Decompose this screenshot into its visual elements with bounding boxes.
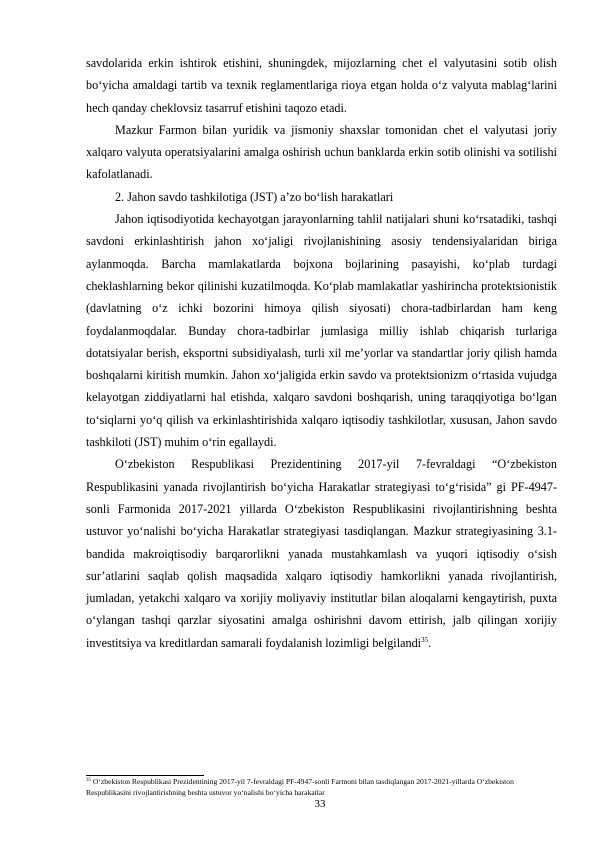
paragraph-strategy: O‘zbekiston Respublikasi Prezidentining 2017-yil 7-fevraldagi “O‘zbekiston Respublikasini yanada rivojlantirish bo‘yicha Harakatlar strategiyasi to‘g‘risida” gi PF-4947-sonli Farmonida 2017-2021 yillarda O‘zbekiston Respublikasini rivojlantirishning beshta ustuvor yo‘nalishi bo‘yicha Harakatlar strategiyasi tasdiqlangan. Mazkur strategiyasining 3.1-bandida makroiqtisodiy barqarorlikni yanada mustahkamlash va yuqori iqtisodiy o‘sish sur’atlarini saqlab qolish maqsadida xalqaro iqtisodiy hamkorlikni yanada rivojlantirish, jumladan, yetakchi xalqaro va xorijiy moliyaviy institutlar bilan aloqalarni kengaytirish, puxta o‘ylangan tashqi qarzlar siyosatini amalga oshirishni davom ettirish, jalb qilingan xorijiy investitsiya va kreditlardan samarali foydalanish lozimligi belgilandi$^{35}$. <box>86 457 557 650</box>
paragraph-continuation <box>86 52 557 119</box>
footnote <box>86 777 557 798</box>
section-heading <box>86 186 557 208</box>
body-text <box>86 52 557 654</box>
paragraph-text: savdolarida erkin ishtirok etishini, shuningdek, mijozlarning chet el valyutasini sotib olish bo‘yicha amaldagi tartib va texnik reglamentlariga rioya etgan holda o‘z valyuta mablag‘larini hech qanday cheklovsiz tasarruf etishini taqozo etadi. <box>86 56 557 115</box>
paragraph-text: O‘zbekiston Respublikasi Prezidentining 2017-yil 7-fevraldagi “O‘zbekiston Respublikasini yanada rivojlantirish bo‘yicha Harakatlar strategiyasi to‘g‘risida” gi PF-4947-sonli Farmonida 2017-2021 yillarda O‘zbekiston Respublikasini rivojlantirishning beshta ustuvor yo‘nalishi bo‘yicha Harakatlar strategiyasi tasdiqlangan. Mazkur strategiyasining 3.1-bandida makroiqtisodiy barqarorlikni yanada mustahkamlash va yuqori iqtisodiy o‘sish sur’atlarini saqlab qolish maqsadida xalqaro iqtisodiy hamkorlikni yanada rivojlantirish, jumladan, yetakchi xalqaro va xorijiy moliyaviy institutlar bilan aloqalarni kengaytirish, puxta o‘ylangan tashqi qarzlar siyosatini amalga oshirishni davom ettirish, jalb qilingan xorijiy investitsiya va kreditlardan samarali foydalanish lozimligi belgilandi <box>86 457 557 650</box>
section-heading-text: 2. Jahon savdo tashkilotiga (JST) a’zo bo‘lish harakatlari <box>115 189 394 204</box>
footnote-number: 35 <box>86 778 91 783</box>
paragraph-text: Mazkur Farmon bilan yuridik va jismoniy shaxslar tomonidan chet el valyutasi joriy xalqaro valyuta operatsiyalarini amalga oshirish uchun banklarda erkin sotib olinishi va sotilishi kafolatlanadi. <box>86 122 557 182</box>
paragraph-world-economy <box>86 208 557 453</box>
footnote-text: O‘zbekiston Respublikasi Prezidentining 2017-yil 7-fevraldagi PF-4947-sonli Farmoni bilan tasdiqlangan 2017-2021-yillarda O‘zbekiston Respublikasini rivojlantirishning beshta ustuvor yo‘nalishi bo‘yicha harakatlar <box>86 777 514 797</box>
page-number: 33 <box>314 798 326 810</box>
footnote-divider <box>86 775 204 776</box>
paragraph-text: Jahon iqtisodiyotida kechayotgan jarayonlarning tahlil natijalari shuni ko‘rsatadiki, tashqi savdoni erkinlashtirish jahon xo‘jaligi rivojlanishining asosiy tendensiyalaridan biriga aylanmoqda. Barcha mamlakatlarda bojxona bojlarining pasayishi, ko‘plab turdagi cheklashlarning bekor qilinishi kuzatilmoqda. Ko‘plab mamlakatlar yashirincha protektsionistik (davlatning o‘z ichki bozorini himoya qilish siyosati) chora-tadbirlardan ham keng foydalanmoqdalar. Bunday chora-tadbirlar jumlasiga milliy ishlab chiqarish turlariga dotatsiyalar berish, eksportni subsidiyalash, turli xil me’yorlar va standartlar joriy qilish hamda boshqalarni kiritish mumkin. Jahon xo‘jaligida erkin savdo va protektsionizm o‘rtasida vujudga kelayotgan ziddiyatlarni hal etishda, xalqaro savdoni boshqarish, uning taraqqiyotiga bo‘lgan to‘siqlarni yo‘q qilish va erkinlashtirishida xalqaro iqtisodiy tashkilotlar, xususan, Jahon savdo tashkiloti (JST) muhim o‘rin egallaydi. <box>86 212 557 450</box>
paragraph-farmon-guarantee <box>86 119 557 186</box>
footnote-reference[interactable]: 35 <box>421 635 429 644</box>
